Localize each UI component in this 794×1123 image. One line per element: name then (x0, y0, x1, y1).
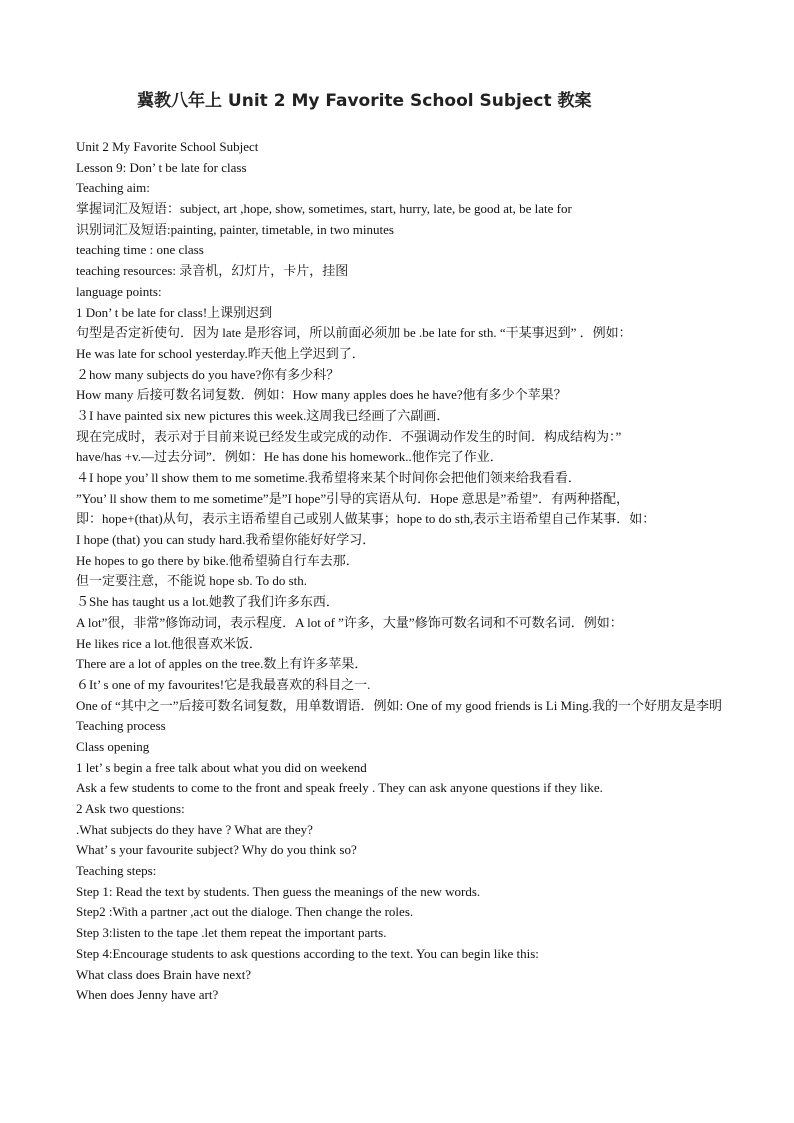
document-title: 冀教八年上 Unit 2 My Favorite School Subject 教案 (137, 91, 592, 111)
text-line: He was late for school yesterday.昨天他上学迟到了． (76, 345, 365, 361)
text-line: I hope (that) you can study hard.我希望你能好好学习． (76, 532, 376, 548)
text-line: teaching time : one class (76, 242, 204, 258)
text-line: Unit 2 My Favorite School Subject (76, 139, 259, 154)
text-line: There are a lot of apples on the tree.数上有许多苹果． (76, 656, 368, 672)
text-line: 识别词汇及短语:painting, painter, timetable, in two minutes (76, 221, 394, 237)
text-line: ４I hope you’ ll show them to me sometime.我希望将来某个时间你会把他们领来给我看看． (76, 470, 581, 485)
text-line: ３I have painted six new pictures this week.这周我已经画了六副画． (76, 407, 450, 423)
text-line: .What subjects do they have ? What are they? (76, 821, 313, 837)
text-line: 但一定要注意，不能说 hope sb. To do sth. (76, 573, 308, 589)
text-line: ５She has taught us a lot.她教了我们许多东西． (76, 594, 339, 610)
text-line: When does Jenny have art? (76, 987, 219, 1003)
text-line: Class opening (76, 738, 150, 754)
section-heading: Teaching process (76, 718, 166, 734)
text-line: He likes rice a lot.他很喜欢米饭． (76, 635, 262, 651)
text-line: Teaching aim: (76, 180, 150, 196)
text-line: Ask a few students to come to the front and speak freely . They can ask anyone questions if they like. (76, 780, 603, 796)
text-line: Step2 :With a partner ,act out the dialoge. Then change the roles. (76, 904, 414, 920)
text-line: 1 Don’ t be late for class!上课别迟到 (76, 304, 273, 320)
document-body (76, 137, 736, 1006)
text-line: have/has +v.—过去分词”．例如：He has done his homework..他作完了作业． (76, 449, 503, 465)
text-line: 现在完成时，表示对于目前来说已经发生或完成的动作．不强调动作发生的时间．构成结构为：” (76, 428, 622, 444)
text-line: One of “其中之一”后接可数名词复数，用单数谓语．例如: One of my good friends is Li Ming.我的一个好朋友是李明 (76, 697, 722, 713)
text-line: Step 3:listen to the tape .let them repeat the important parts. (76, 925, 387, 941)
text-line: A lot”很，非常”修饰动词，表示程度．A lot of ”许多，大量”修饰可数名词和不可数名词．例如： (76, 614, 623, 630)
text-line: Step 4:Encourage students to ask questions according to the text. You can begin like this: (76, 945, 539, 961)
text-line: ２how many subjects do you have?你有多少科？ (76, 366, 340, 382)
lesson-heading: Lesson 9: Don’ t be late for class (76, 159, 247, 175)
text-line: How many 后接可数名词复数．例如：How many apples does he have?他有多少个苹果？ (76, 387, 567, 403)
text-line: 句型是否定祈使句．因为 late 是形容词，所以前面必须加 be .be late for sth. “干某事迟到” ．例如： (76, 325, 632, 341)
text-line: 即：hope+(that)从句，表示主语希望自己或别人做某事；hope to do sth,表示主语希望自己作某事．如： (76, 511, 656, 527)
text-line: ”You’ ll show them to me sometime”是”I hope”引导的宾语从句．Hope 意思是”希望”．有两种搭配， (76, 490, 630, 506)
text-line: Step 1: Read the text by students. Then guess the meanings of the new words. (76, 883, 481, 899)
text-line: language points: (76, 283, 162, 299)
text-line: 掌握词汇及短语：subject, art ,hope, show, sometimes, start, hurry, late, be good at, be late for (76, 201, 572, 217)
text-line: ６It’ s one of my favourites!它是我最喜欢的科目之一. (76, 676, 371, 692)
section-heading: Teaching steps: (76, 863, 157, 879)
text-line: 1 let’ s begin a free talk about what you did on weekend (76, 759, 367, 775)
text-line: 2 Ask two questions: (76, 801, 185, 817)
text-line: What class does Brain have next? (76, 966, 252, 982)
text-line: He hopes to go there by bike.他希望骑自行车去那． (76, 552, 359, 568)
text-line: teaching resources: 录音机，幻灯片，卡片，挂图 (76, 263, 349, 279)
text-line: What’ s your favourite subject? Why do you think so? (76, 842, 357, 858)
